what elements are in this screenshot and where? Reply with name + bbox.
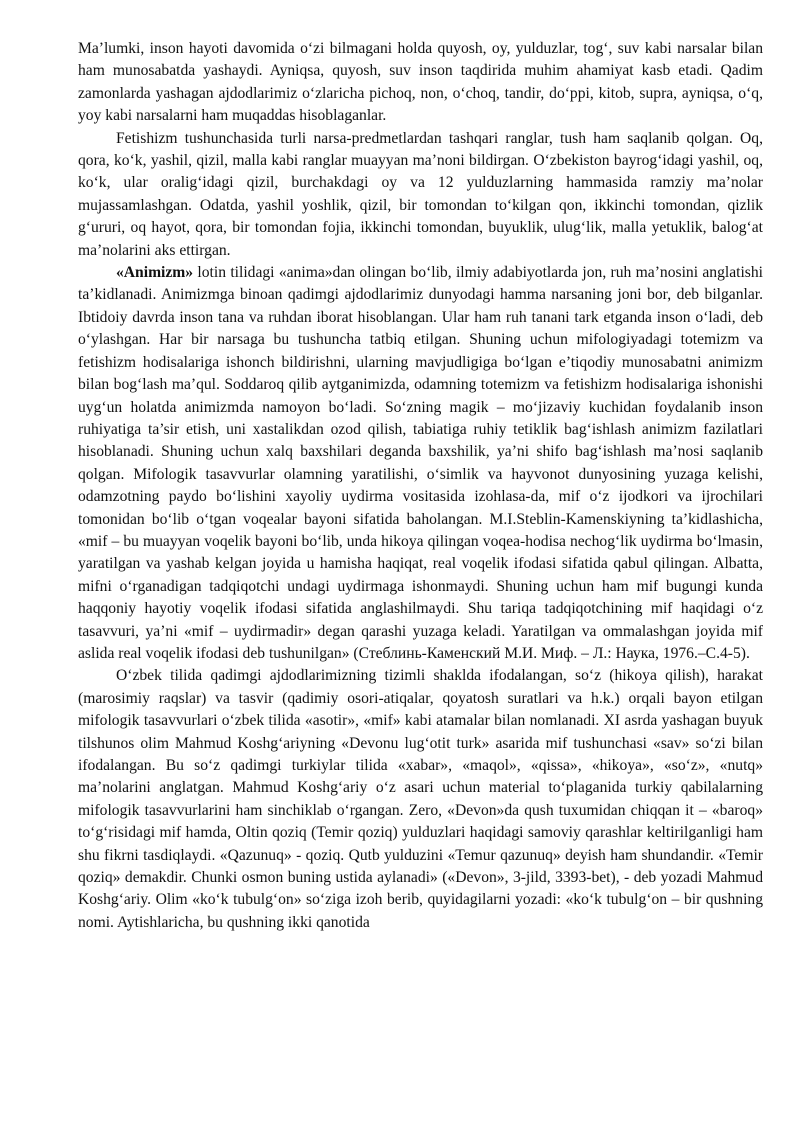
paragraph-3	[78, 262, 763, 665]
paragraph-2: Fetishizm tushunchasida turli narsa-predmetlardan tashqari ranglar, tush ham saqlanib qolgan. Oq, qora, ko‘k, yashil, qizil, malla kabi ranglar muayyan ma’noni bildirgan. O‘zbekiston bayrog‘idagi yashil, oq, ko‘k, ular oralig‘idagi qizil, burchakdagi oy va 12 yulduzlarning hammasida ramziy ma’nolar mujassamlashgan. Odatda, yashil yoshlik, qizil, bir tomondan to‘kilgan qon, ikkinchi tomondan, qizlik g‘ururi, oq hayot, qora, bir tomondan fojia, ikkinchi tomondan, buyuklik, ulug‘lik, malla yetuklik, balog‘at ma’nolarini aks ettirgan.	[78, 129, 763, 259]
animizm-term: «Animizm»	[116, 264, 194, 282]
paragraph-3-body: lotin tilidagi «anima»dan olingan bo‘lib, ilmiy adabiyotlarda jon, ruh ma’nosini anglatishi ta’kidlanadi. Animizmga binoan qadimgi ajdodlarimiz dunyodagi hamma narsaning joni bor, deb bilganlar. Ibtidoiy davrda inson tana va ruhdan iborat hisoblangan. Ular ham ruh tanani tark etganda inson o‘ladi, deb o‘ylashgan. Har bir narsaga bu tushuncha tatbiq etilgan. Shuning uchun mifologiyadagi totemizm va fetishizm hodisalariga ishonch bildirishni, ularning mavjudligiga bo‘lgan e’tiqodiy munosabatni animizm bilan bog‘lash ma’qul. Soddaroq qilib aytganimizda, odamning totemizm va fetishizm hodisalariga ishonishi uyg‘un holatda animizmda namoyon bo‘ladi. So‘zning magik – mo‘jizaviy kuchidan foydalanib inson ruhiyatiga ta’sir etish, uni xastalikdan ozod qilish, tabiatiga ruhiy tetiklik bag‘ishlash animizm fazilatlari hisoblanadi. Shuning uchun xalq baxshilari deganda baxshilik, ya’ni shifo bag‘ishlash ma’nosi saqlanib qolgan. Mifologik tasavvurlar olamning yaratilishi, o‘simlik va hayvonot dunyosining yuzaga kelishi, odamzotning paydo bo‘lishini xayoliy uydirma vositasida izohlasa-da, mif o‘z ijodkori va ijrochilari tomonidan bo‘lib o‘tgan voqealar bayoni sifatida baholangan. M.I.Steblin-Kamenskiyning ta’kidlashicha, «mif – bu muayyan voqelik bayoni bo‘lib, unda hikoya qilingan voqea-hodisa nechog‘lik uydirma bo‘lmasin, yaratilgan va yashab kelgan joyida u hamisha haqiqat, real voqelik ifodasi sifatida qabul qilingan. Albatta, mifni o‘rganadigan tadqiqotchi undagi uydirmaga ishonmaydi. Shuning uchun ham mif bugungi kunda haqqoniy hayotiy voqelik ifodasi sifatida anglashilmaydi. Shu tariqa tadqiqotchining mif haqidagi o‘z tasavvuri, ya’ni «mif – uydirmadir» degan qarashi yuzaga keladi. Yaratilgan va ommalashgan joyida mif aslida real voqelik ifodasi deb tushunilgan» (Стеблинь-Каменский М.И. Миф. – Л.: Наука, 1976.–С.4-5).	[78, 264, 763, 662]
paragraph-4: O‘zbek tilida qadimgi ajdodlarimizning tizimli shaklda ifodalangan, so‘z (hikoya qilish), harakat (marosimiy raqslar) va tasvir (qadimiy osori-atiqalar, qoyatosh suratlari va h.k.) orqali bayon etilgan mifologik tasavvurlari o‘zbek tilida «asotir», «mif» kabi atamalar bilan nomlanadi. XI asrda yashagan buyuk tilshunos olim Mahmud Koshg‘ariyning «Devonu lug‘otit turk» asarida mif tushunchasi «sav» so‘zi bilan ifodalangan. Bu so‘z qadimgi turkiylar tilida «xabar», «maqol», «qissa», «hikoya», «so‘z», «nutq» ma’nolarini anglatgan. Mahmud Koshg‘ariy o‘z asari uchun material to‘plaganida turkiy qabilalarning mifologik tasavvurlarini ham sinchiklab o‘rgangan. Zero, «Devon»da qush tuxumidan chiqqan it – «baroq» to‘g‘risidagi mif hamda, Oltin qoziq (Temir qoziq) yulduzlari haqidagi samoviy qarashlar keltirilganligi ham shu fikrni tasdiqlaydi. «Qazunuq» - qoziq. Qutb yulduzini «Temur qazunuq» deyish ham shundandir. «Temir qoziq» demakdir. Chunki osmon buning ustida aylanadi» («Devon», 3-jild, 3393-bet), - deb yozadi Mahmud Koshg‘ariy. Olim «ko‘k tubulg‘on» so‘ziga izoh berib, quyidagilarni yozadi: «ko‘k tubulg‘on – bir qushning nomi. Aytishlaricha, bu qushning ikki qanotida	[78, 667, 763, 931]
paragraph-1: Ma’lumki, inson hayoti davomida o‘zi bilmagani holda quyosh, oy, yulduzlar, tog‘, suv kabi narsalar bilan ham munosabatda yashaydi. Ayniqsa, quyosh, suv inson taqdirida muhim ahamiyat kasb etadi. Qadim zamonlarda yashagan ajdodlarimiz o‘zlaricha pichoq, non, o‘choq, tandir, do‘ppi, kitob, supra, ayniqsa, o‘q, yoy kabi narsalarni ham muqaddas hisoblaganlar.	[78, 40, 763, 125]
document-page	[78, 38, 763, 934]
